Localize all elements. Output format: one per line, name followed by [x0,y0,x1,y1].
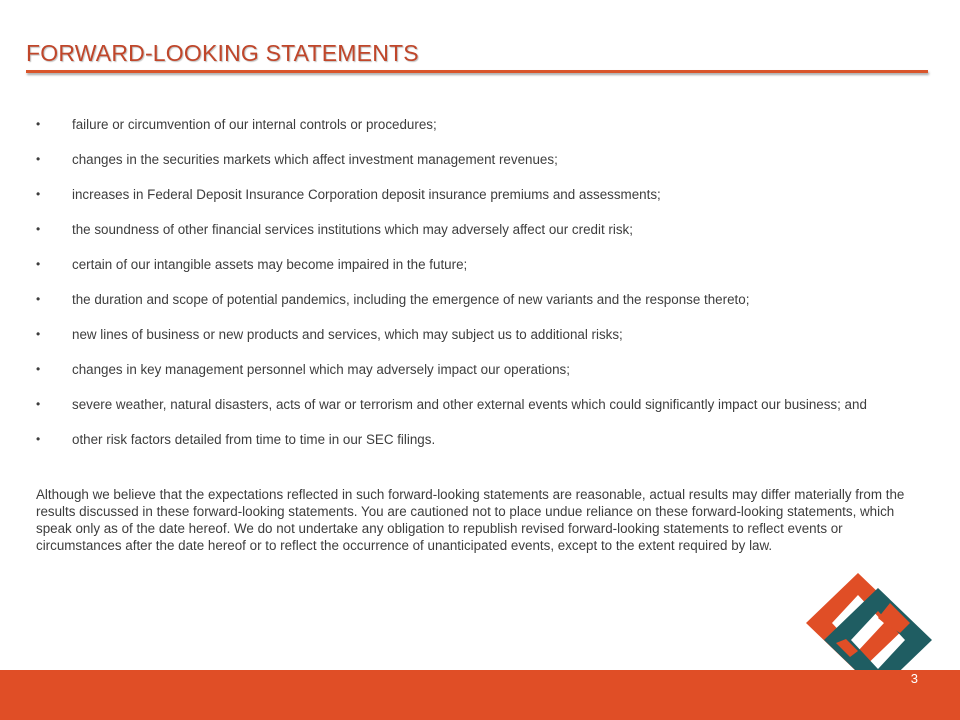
page-number: 3 [910,671,918,686]
bullet-icon: • [36,432,41,446]
list-item [36,256,926,273]
list-item-text: the soundness of other financial services institutions which may adversely affect our credit risk; [72,222,633,237]
list-item-text: certain of our intangible assets may become impaired in the future; [72,257,468,272]
bullet-icon: • [36,187,41,201]
list-item [36,186,926,203]
list-item-text: changes in the securities markets which affect investment management revenues; [72,152,558,167]
list-item [36,361,926,378]
footer-bar [0,670,960,720]
bullet-icon: • [36,292,41,306]
list-item-text: failure or circumvention of our internal controls or procedures; [72,117,437,132]
bullet-icon: • [36,397,41,411]
title-underline [26,70,928,73]
bullet-icon: • [36,257,41,271]
list-item-text: severe weather, natural disasters, acts of war or terrorism and other external events which could significantly impact our business; and [72,397,867,412]
closing-paragraph: Although we believe that the expectations reflected in such forward-looking statements are reasonable, actual results may differ materially from the results discussed in these forward-looking statements. You are cautioned not to place undue reliance on these forward-looking statements, which speak only as of the date hereof. We do not undertake any obligation to republish revised forward-looking statements to reflect events or circumstances after the date hereof or to reflect the occurrence of unanticipated events, except to the extent required by law. [36,487,905,553]
list-item [36,221,926,238]
list-item [36,396,926,413]
list-item [36,116,926,133]
slide-title: FORWARD-LOOKING STATEMENTS [26,40,419,66]
list-item-text: new lines of business or new products and services, which may subject us to additional risks; [72,327,623,342]
bullet-icon: • [36,152,41,166]
list-item [36,291,926,308]
list-item [36,431,926,448]
risk-factor-list [36,116,926,466]
bullet-icon: • [36,362,41,376]
bullet-icon: • [36,222,41,236]
list-item-text: other risk factors detailed from time to time in our SEC filings. [72,432,436,447]
list-item-text: changes in key management personnel which may adversely impact our operations; [72,362,570,377]
bullet-icon: • [36,117,41,131]
list-item [36,326,926,343]
list-item-text: the duration and scope of potential pandemics, including the emergence of new variants and the response thereto; [72,292,750,307]
bullet-icon: • [36,327,41,341]
list-item [36,151,926,168]
list-item-text: increases in Federal Deposit Insurance Corporation deposit insurance premiums and assessments; [72,187,661,202]
